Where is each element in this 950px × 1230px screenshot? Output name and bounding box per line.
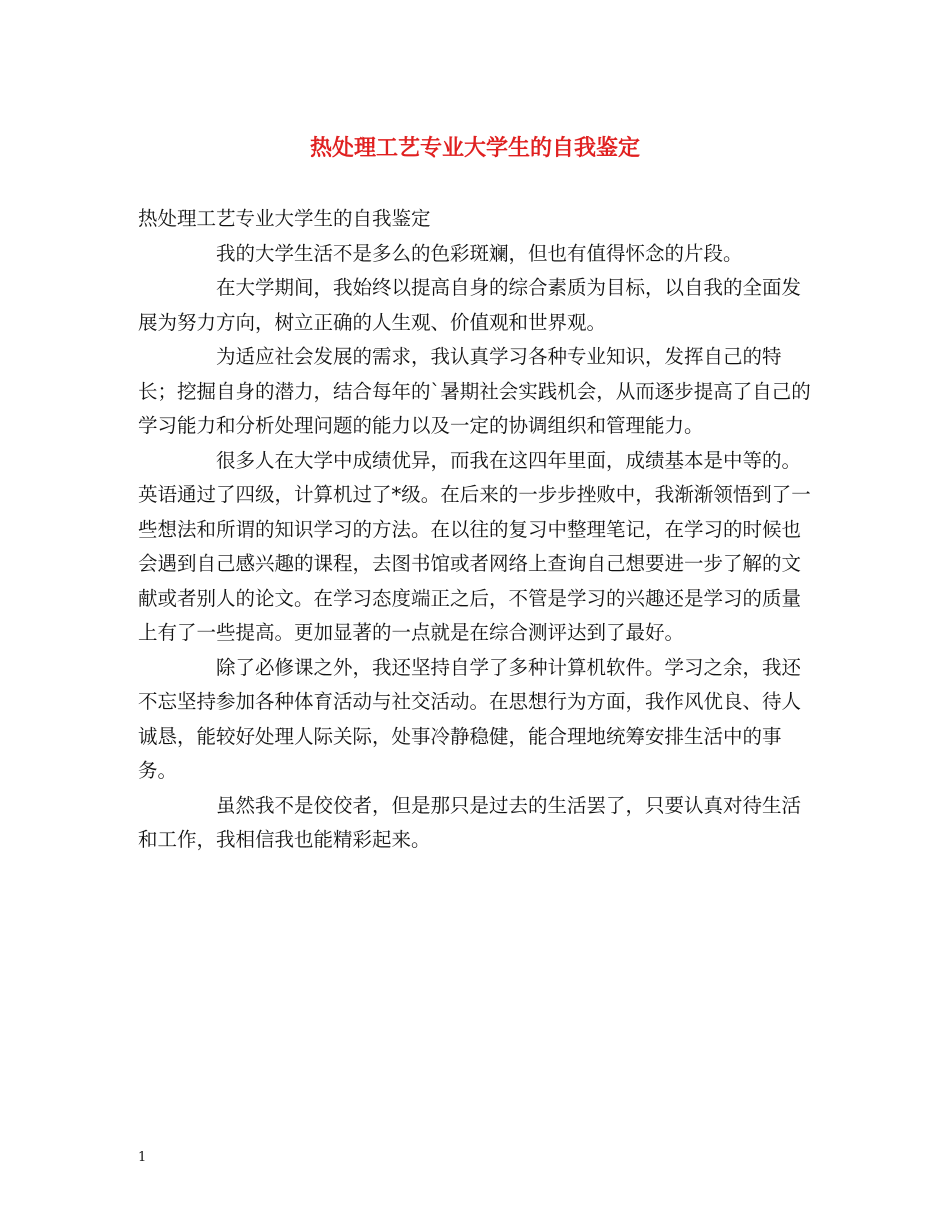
paragraph-4: 很多人在大学中成绩优异，而我在这四年里面，成绩基本是中等的。英语通过了四级，计算机过了*级。在后来的一步步挫败中，我渐渐领悟到了一些想法和所谓的知识学习的方法。在以往的复习中整理笔记，在学习的时候也会遇到自己感兴趣的课程，去图书馆或者网络上查询自己想要进一步了解的文献或者别人的论文。在学习态度端正之后，不管是学习的兴趣还是学习的质量上有了一些提高。更加显著的一点就是在综合测评达到了最好。 [138, 448, 811, 644]
paragraph-5: 除了必修课之外，我还坚持自学了多种计算机软件。学习之余，我还不忘坚持参加各种体育活动与社交活动。在思想行为方面，我作风优良、待人诚恳，能较好处理人际关际，处事冷静稳健，能合理地统筹安排生活中的事务。 [138, 655, 802, 782]
paragraph-2: 在大学期间，我始终以提高自身的综合素质为目标，以自我的全面发展为努力方向，树立正确的人生观、价值观和世界观。 [138, 276, 802, 334]
document-subtitle: 热处理工艺专业大学生的自我鉴定 [138, 207, 431, 230]
paragraph-6: 虽然我不是佼佼者，但是那只是过去的生活罢了，只要认真对待生活和工作，我相信我也能精彩起来。 [138, 793, 802, 851]
document-body [138, 202, 814, 858]
page-number: 1 [138, 1150, 147, 1165]
paragraph-1: 我的大学生活不是多么的色彩斑斓，但也有值得怀念的片段。 [216, 241, 743, 265]
document-title: 热处理工艺专业大学生的自我鉴定 [309, 135, 640, 161]
paragraph-3: 为适应社会发展的需求，我认真学习各种专业知识，发挥自己的特长；挖掘自身的潜力，结合每年的`暑期社会实践机会，从而逐步提高了自己的学习能力和分析处理问题的能力以及一定的协调组织和管理能力。 [138, 345, 811, 437]
